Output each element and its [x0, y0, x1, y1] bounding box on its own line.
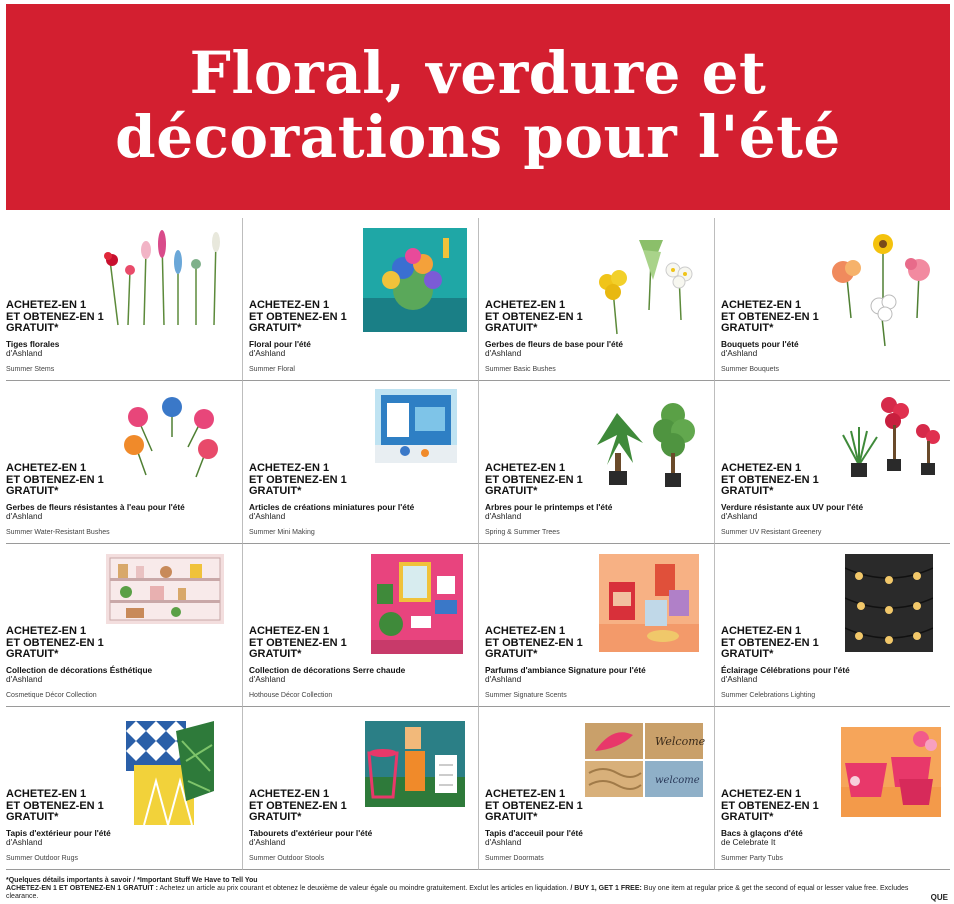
- product-card-hothouse-decor-collection[interactable]: [242, 544, 478, 707]
- outdoor-stools-icon: [365, 721, 465, 807]
- product-english-name: Summer Water-Resistant Bushes: [6, 529, 110, 536]
- product-name: Collection de décorations Serre chaude: [249, 665, 406, 675]
- offer-label: ACHETEZ-EN 1 ET OBTENEZ-EN 1 GRATUIT*: [6, 788, 104, 823]
- product-english-name: Summer Stems: [6, 366, 55, 373]
- title-line-2: décorations pour l'été: [115, 103, 841, 171]
- product-card-summer-outdoor-stools[interactable]: [242, 707, 478, 870]
- product-english-name: Summer Party Tubs: [721, 855, 783, 862]
- product-brand: d'Ashland: [485, 511, 522, 521]
- offer-label: ACHETEZ-EN 1 ET OBTENEZ-EN 1 GRATUIT*: [6, 462, 104, 497]
- product-name: Tiges florales: [6, 339, 60, 349]
- product-english-name: Cosmetique Décor Collection: [6, 692, 97, 699]
- product-card-summer-doormats[interactable]: [478, 707, 714, 870]
- string-lights-icon: [845, 554, 933, 652]
- offer-label: ACHETEZ-EN 1 ET OBTENEZ-EN 1 GRATUIT*: [721, 299, 819, 334]
- doormats-icon: [583, 721, 705, 799]
- product-name: Articles de créations miniatures pour l'été: [249, 502, 415, 512]
- outdoor-rugs-icon: [126, 721, 214, 825]
- product-brand: d'Ashland: [6, 348, 43, 358]
- offer-label: ACHETEZ-EN 1 ET OBTENEZ-EN 1 GRATUIT*: [721, 625, 819, 660]
- product-brand: d'Ashland: [721, 348, 758, 358]
- product-brand: d'Ashland: [249, 674, 286, 684]
- product-brand: d'Ashland: [249, 511, 286, 521]
- product-card-summer-stems[interactable]: [6, 218, 242, 381]
- product-name: Tapis d'extérieur pour l'été: [6, 828, 111, 838]
- product-card-summer-mini-making[interactable]: [242, 381, 478, 544]
- product-english-name: Summer Outdoor Stools: [249, 855, 325, 862]
- product-english-name: Summer Floral: [249, 366, 295, 373]
- product-brand: d'Ashland: [6, 511, 43, 521]
- floral-arrangement-icon: [363, 228, 467, 332]
- page-title: [115, 41, 841, 169]
- offer-label: ACHETEZ-EN 1 ET OBTENEZ-EN 1 GRATUIT*: [485, 625, 583, 660]
- product-english-name: Spring & Summer Trees: [485, 529, 560, 536]
- product-brand: d'Ashland: [6, 837, 43, 847]
- product-grid: [6, 218, 950, 870]
- product-brand: d'Ashland: [721, 674, 758, 684]
- offer-label: ACHETEZ-EN 1 ET OBTENEZ-EN 1 GRATUIT*: [249, 299, 347, 334]
- offer-label: ACHETEZ-EN 1 ET OBTENEZ-EN 1 GRATUIT*: [6, 625, 104, 660]
- offer-label: ACHETEZ-EN 1 ET OBTENEZ-EN 1 GRATUIT*: [721, 462, 819, 497]
- product-name: Tabourets d'extérieur pour l'été: [249, 828, 373, 838]
- product-english-name: Summer Celebrations Lighting: [721, 692, 816, 699]
- product-name: Gerbes de fleurs résistantes à l'eau pour l'été: [6, 502, 185, 512]
- product-name: Collection de décorations Ésthétique: [6, 665, 153, 675]
- product-name: Floral pour l'été: [249, 339, 311, 349]
- offer-label: ACHETEZ-EN 1 ET OBTENEZ-EN 1 GRATUIT*: [6, 299, 104, 334]
- title-line-1: Floral, verdure et: [189, 39, 767, 107]
- product-brand: de Celebrate It: [721, 837, 776, 847]
- product-name: Bouquets pour l'été: [721, 339, 799, 349]
- product-name: Verdure résistante aux UV pour l'été: [721, 502, 864, 512]
- product-name: Éclairage Célébrations pour l'été: [721, 665, 850, 675]
- hothouse-wall-icon: [371, 554, 463, 654]
- product-card-summer-uv-resistant-greenery[interactable]: [714, 381, 950, 544]
- product-card-summer-party-tubs[interactable]: [714, 707, 950, 870]
- product-name: Bacs à glaçons d'été: [721, 828, 803, 838]
- product-card-summer-outdoor-rugs[interactable]: [6, 707, 242, 870]
- flower-stems-icon: [98, 230, 233, 330]
- fine-print-fr-label: ACHETEZ-EN 1 ET OBTENEZ-EN 1 GRATUIT :: [6, 885, 158, 892]
- offer-label: ACHETEZ-EN 1 ET OBTENEZ-EN 1 GRATUIT*: [249, 625, 347, 660]
- offer-label: ACHETEZ-EN 1 ET OBTENEZ-EN 1 GRATUIT*: [485, 788, 583, 823]
- product-english-name: Summer Bouquets: [721, 366, 779, 373]
- offer-label: ACHETEZ-EN 1 ET OBTENEZ-EN 1 GRATUIT*: [721, 788, 819, 823]
- product-name: Tapis d'acceuil pour l'été: [485, 828, 583, 838]
- offer-label: ACHETEZ-EN 1 ET OBTENEZ-EN 1 GRATUIT*: [485, 299, 583, 334]
- product-english-name: Hothouse Décor Collection: [249, 692, 333, 699]
- product-brand: d'Ashland: [485, 837, 522, 847]
- product-card-spring-summer-trees[interactable]: [478, 381, 714, 544]
- fine-print-body: [6, 885, 926, 901]
- offer-label: ACHETEZ-EN 1 ET OBTENEZ-EN 1 GRATUIT*: [249, 462, 347, 497]
- fine-print-fr-text: Achetez un article au prix courant et obtenez le deuxième de valeur égale ou moindre gratuitement. Exclut les articles en liquidation.: [157, 885, 569, 892]
- product-card-summer-basic-bushes[interactable]: [478, 218, 714, 381]
- product-brand: d'Ashland: [6, 674, 43, 684]
- product-brand: d'Ashland: [721, 511, 758, 521]
- welcome-mat-text-2: welcome: [655, 775, 700, 786]
- product-card-summer-water-resistant-bushes[interactable]: [6, 381, 242, 544]
- product-english-name: Summer Basic Bushes: [485, 366, 556, 373]
- product-english-name: Summer Signature Scents: [485, 692, 567, 699]
- header-banner: [6, 4, 950, 210]
- product-english-name: Summer UV Resistant Greenery: [721, 529, 822, 536]
- mini-diorama-icon: [375, 389, 457, 463]
- uv-greenery-icon: [833, 391, 943, 491]
- product-english-name: Summer Mini Making: [249, 529, 315, 536]
- product-english-name: Summer Outdoor Rugs: [6, 855, 78, 862]
- bouquets-icon: [823, 228, 943, 348]
- product-card-summer-celebrations-lighting[interactable]: [714, 544, 950, 707]
- shelf-decor-icon: [106, 554, 224, 624]
- product-card-summer-signature-scents[interactable]: [478, 544, 714, 707]
- product-brand: d'Ashland: [249, 348, 286, 358]
- offer-label: ACHETEZ-EN 1 ET OBTENEZ-EN 1 GRATUIT*: [249, 788, 347, 823]
- fine-print-heading: *Quelques détails importants à savoir / *Important Stuff We Have to Tell You: [6, 877, 258, 884]
- product-card-summer-bouquets[interactable]: [714, 218, 950, 381]
- product-name: Parfums d'ambiance Signature pour l'été: [485, 665, 646, 675]
- party-tubs-icon: [841, 727, 941, 817]
- potted-trees-icon: [587, 395, 707, 495]
- product-brand: d'Ashland: [485, 348, 522, 358]
- product-card-summer-floral[interactable]: [242, 218, 478, 381]
- product-name: Arbres pour le printemps et l'été: [485, 502, 613, 512]
- welcome-mat-text: Welcome: [655, 735, 705, 748]
- product-card-cosmetique-decor-collection[interactable]: [6, 544, 242, 707]
- product-brand: d'Ashland: [485, 674, 522, 684]
- fine-print-en-text: Buy one item at regular price & get the second of equal or lesser value free. Excludes clearance.: [6, 885, 909, 900]
- fine-print: [6, 877, 926, 901]
- product-english-name: Summer Doormats: [485, 855, 544, 862]
- flower-bushes-icon: [591, 230, 703, 338]
- candles-icon: [599, 554, 699, 652]
- offer-label: ACHETEZ-EN 1 ET OBTENEZ-EN 1 GRATUIT*: [485, 462, 583, 497]
- product-name: Gerbes de fleurs de base pour l'été: [485, 339, 623, 349]
- fine-print-en-label: / BUY 1, GET 1 FREE:: [568, 885, 642, 892]
- region-code: QUE: [930, 893, 948, 902]
- water-resistant-flowers-icon: [116, 391, 226, 481]
- product-brand: d'Ashland: [249, 837, 286, 847]
